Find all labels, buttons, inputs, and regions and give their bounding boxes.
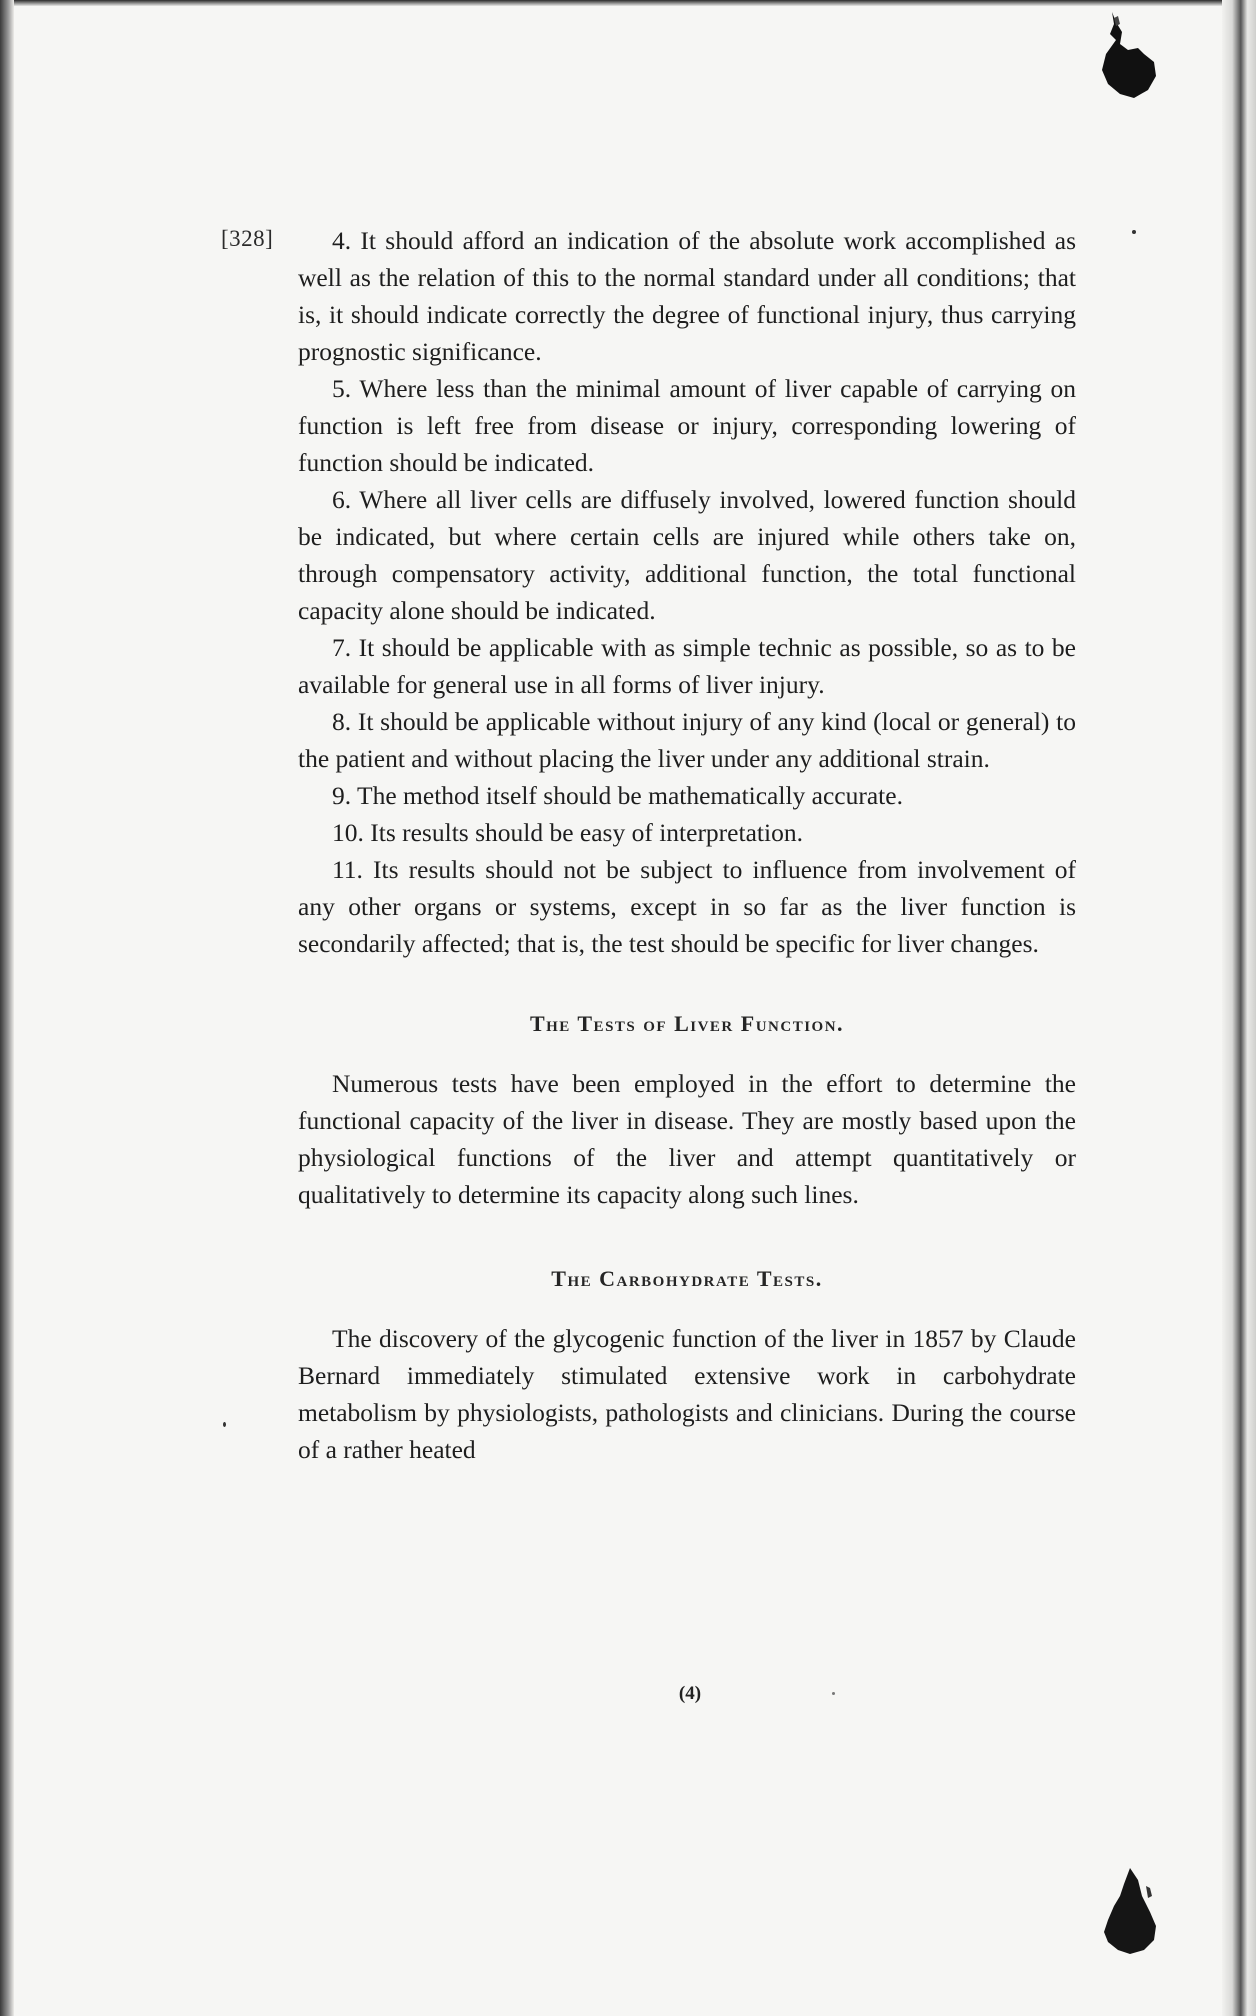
speck (832, 1692, 835, 1695)
section-heading: The Tests of Liver Function. (529, 1011, 845, 1036)
list-item: 10. Its results should be easy of interpretation. (332, 818, 803, 847)
section-heading: The Carbohydrate Tests. (551, 1266, 823, 1291)
section-paragraph: Numerous tests have been employed in the effort to determine the functional capacity of the liver in disease. They are mostly based upon the physiological functions of the liver and attempt quantitatively or qualitatively to determine its capacity along such lines. (298, 1069, 1076, 1209)
list-item: 11. Its results should not be subject to influence from involvement of any other organs or systems, except in so far as the liver function is secondarily affected; that is, the test should be specific for liver changes. (298, 855, 1076, 958)
body-text (298, 222, 1076, 1468)
list-item: 4. It should afford an indication of the absolute work accomplished as well as the relation of this to the normal standard under all conditions; that is, it should indicate correctly the degree of functional injury, thus carrying prognostic significance. (298, 226, 1076, 366)
scan-edge-right (1222, 0, 1256, 2016)
list-item: 9. The method itself should be mathematically accurate. (332, 781, 903, 810)
list-item: 5. Where less than the minimal amount of liver capable of carrying on function is left free from disease or injury, corresponding lowering of function should be indicated. (298, 374, 1076, 477)
list-item: 7. It should be applicable with as simple technic as possible, so as to be available for general use in all forms of liver injury. (298, 633, 1076, 699)
scan-edge-left (0, 0, 14, 2016)
scan-edge-top (0, 0, 1256, 6)
list-item: 8. It should be applicable without injury of any kind (local or general) to the patient and without placing the liver under any additional strain. (298, 707, 1076, 773)
speck (223, 1422, 226, 1427)
speck (1132, 230, 1136, 234)
marginal-reference: [328] (221, 226, 274, 251)
list-item: 6. Where all liver cells are diffusely involved, lowered function should be indicated, but where certain cells are injured while others take on, through compensatory activity, additional function, the total functional capacity alone should be indicated. (298, 485, 1076, 625)
page-number: (4) (678, 1683, 702, 1704)
ink-blot-bottom (1100, 1866, 1162, 1956)
ink-blot-top (1098, 10, 1160, 102)
section-paragraph: The discovery of the glycogenic function of the liver in 1857 by Claude Bernard immediately stimulated extensive work in carbohydrate metabolism by physiologists, pathologists and clinicians. During the course of a rather heated (298, 1324, 1076, 1464)
